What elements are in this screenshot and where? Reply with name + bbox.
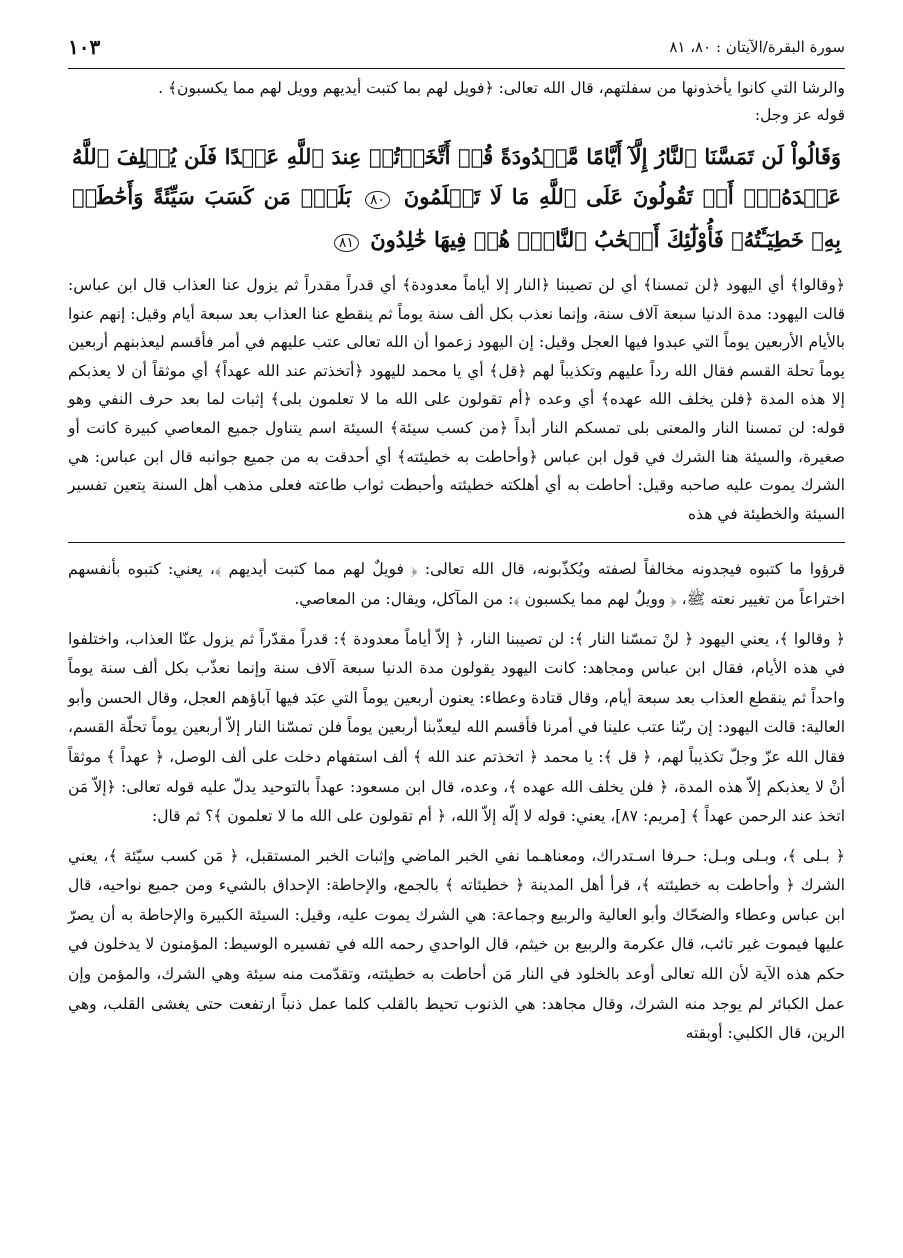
footnote-block <box>68 555 845 1049</box>
running-header-title: سورة البقرة/الآيتان : ٨٠، ٨١ <box>669 38 845 56</box>
ayah-number-80: ٨٠ <box>365 191 390 209</box>
verse-80-text: وَقَالُواْ لَن تَمَسَّنَا ٱلنَّارُ إِلَّآ أَيَّامًا مَّعۡدُودَةً قُلۡ أَتَّخَذۡتُمۡ عِندَ ٱللَّهِ عَهۡدًا فَلَن يُخۡلِفَ ٱللَّهُ عَهۡدَهُۥٓۖ أَمۡ تَقُولُونَ عَلَى ٱللَّهِ مَا لَا تَعۡلَمُونَ <box>72 144 842 209</box>
top-text-block <box>68 75 845 129</box>
verse-81-text: بَلَىٰۚ مَن كَسَبَ سَيِّئَةً وَأَحَٰطَتۡ بِهِۦ خَطِيٓـَٔتُهُۥ فَأُوْلَٰٓئِكَ أَصۡحَٰبُ ٱلنَّارِۖ هُمۡ فِيهَا خَٰلِدُونَ <box>72 184 841 252</box>
footnote-paragraph-2: ﴿ وقالوا ﴾، يعني اليهود ﴿ لنْ تمسّنا النار ﴾: لن تصيبنا النار، ﴿ إلاّ أياماً معدودة ﴾: قدراً مقدّراً ثم يزول عنّا العذاب، واختلفوا في هذه الأيام، فقال ابن عباس ومجاهد: كانت اليهود يقولون مدة الدنيا سبعة آلاف سنة وإنما نعذّب بكل ألف سنة يوماً واحداً ثم ينقطع العذاب بعد سبعة أيام، وقال قتادة وعطاء: يعنون أربعين يوماً التي عبَد فيها آباؤهم العجل، وقال الحسن وأبو العالية: قالت اليهود: إن ربّنا عتب علينا في أمرنا فأقسم الله ليعذّبنا أربعين يوماً فلن تمسّنا النار إلاّ أربعين يوماً تحلّة القسم، فقال الله عزّ وجلّ تكذيباً لهم، ﴿ قل ﴾: يا محمد ﴿ اتخذتم عند الله ﴾ ألف استفهام دخلت على ألف الوصل، ﴿ عهداً ﴾ موثقاً أنْ لا يعذبكم إلاّ هذه المدة، ﴿ فلن يخلف الله عهده ﴾، وعده، قال ابن مسعود: عهداً بالتوحيد يدلّ عليه قوله تعالى: ﴿إلاّ مَن اتخذ عند الرحمن عهداً ﴾ [مريم: ٨٧]، يعني: قوله لا إلّه إلاّ الله، ﴿ أم تقولون على الله ما لا تعلمون ﴾؟ ثم قال: <box>68 629 845 826</box>
footnote-paragraph-3: ﴿ بـلى ﴾، وبـلى وبـل: حـرفا اسـتدراك، ومعناهـما نفي الخبر الماضي وإثبات الخبر المستقبل، ﴿ مَن كسب سيّئة ﴾، يعني الشرك ﴿ وأحاطت به خطيئته ﴾، قرأ أهل المدينة ﴿ خطيئاته ﴾ بالجمع، والإحاطة: الإحداق بالشيء ومن جميع نواحيه، قال ابن عباس وعطاء والضحّاك وأبو العالية والربيع وجماعة: هي الشرك يموت عليه، وقيل: السيئة الكبيرة والإحاطة به أن يصرّ عليها فيموت غير تائب، قال عكرمة والربيع بن خيثم، قال الواحدي رحمه الله في تفسيره الوسيط: المؤمنون لا يدخلون في حكم هذه الآية لأن الله تعالى أوعد بالخلود في النار مَن أحاطت به خطيئته، وتقدّمت منه سيئة وهي الشرك، والمؤمن وإن عمل الكبائر لم يوجد منه الشرك، وقال مجاهد: هي الذنوب تحيط بالقلب كلما عمل ذنباً ارتفعت حتى يغشى القلب، وهي الرين، قال الكلبي: أوبقته <box>68 846 845 1043</box>
quran-verse-block <box>72 137 841 263</box>
ayah-number-81: ٨١ <box>334 234 359 252</box>
page-header <box>68 30 845 69</box>
main-tafsir-block <box>68 271 845 528</box>
page-number: ١٠٣ <box>68 35 101 59</box>
tafsir-paragraph: ﴿وقالوا﴾ أي اليهود ﴿لن تمسنا﴾ أي لن تصيبنا ﴿النار إلا أياماً معدودة﴾ أي قدراً مقدراً ثم يزول عنا العذاب قال ابن عباس: قالت اليهود: مدة الدنيا سبعة آلاف سنة، وإنما نعذب بكل ألف سنة يوماً ثم ينقطع عنا العذاب بعد سبعة أيام وقيل: إنهم عنوا بالأيام الأربعين يوماً التي عبدوا فيها العجل وقيل: إن اليهود زعموا أن الله تعالى عتب عليهم في أمر فأقسم ليعذبنهم أربعين يوماً تحلة القسم فقال الله رداً عليهم وتكذيباً لهم ﴿قل﴾ أي يا محمد لليهود ﴿أتخذتم عند الله عهداً﴾ أي موثقاً أن لا يعذبكم إلا هذه المدة ﴿فلن يخلف الله عهده﴾ أي وعده ﴿أم تقولون على الله ما لا تعلمون بلى﴾ إثبات لما بعد حرف النفي وهو قوله: لن تمسنا النار والمعنى بلى تمسكم النار أبداً ﴿من كسب سيئة﴾ السيئة اسم يتناول جميع المعاصي كبيرة كانت أو صغيرة، والسيئة هنا الشرك في قول ابن عباس ﴿وأحاطت به خطيئته﴾ أي أحدقت به من جميع جوانبه قال ابن عباس: هي الشرك يموت عليه صاحبه وقيل: أحاطت به أي أهلكته خطيئته وأحبطت ثواب طاعته فعلى مذهب أهل السنة يتعين تفسير السيئة والخطيئة في هذه <box>68 276 845 523</box>
top-line-1: والرشا التي كانوا يأخذونها من سفلتهم، قال الله تعالى: ﴿فويل لهم بما كتبت أيديهم وويل لهم مما يكسبون﴾ . <box>158 79 845 97</box>
footnote-paragraph-1: قرؤوا ما كتبوه فيجدونه مخالفاً لصفته ويُكذّبونه، قال الله تعالى: ﴿ فويلٌ لهم مما كتبت أيديهم ﴾، يعني: كتبوه بأنفسهم اختراعاً من تغيير نعته ﷺ، ﴿ وويلٌ لهم مما يكسبون ﴾: من المآكل، ويقال: من المعاصي. <box>68 560 845 608</box>
footnote-divider <box>68 542 845 543</box>
top-line-2: قوله عز وجل: <box>754 106 845 124</box>
